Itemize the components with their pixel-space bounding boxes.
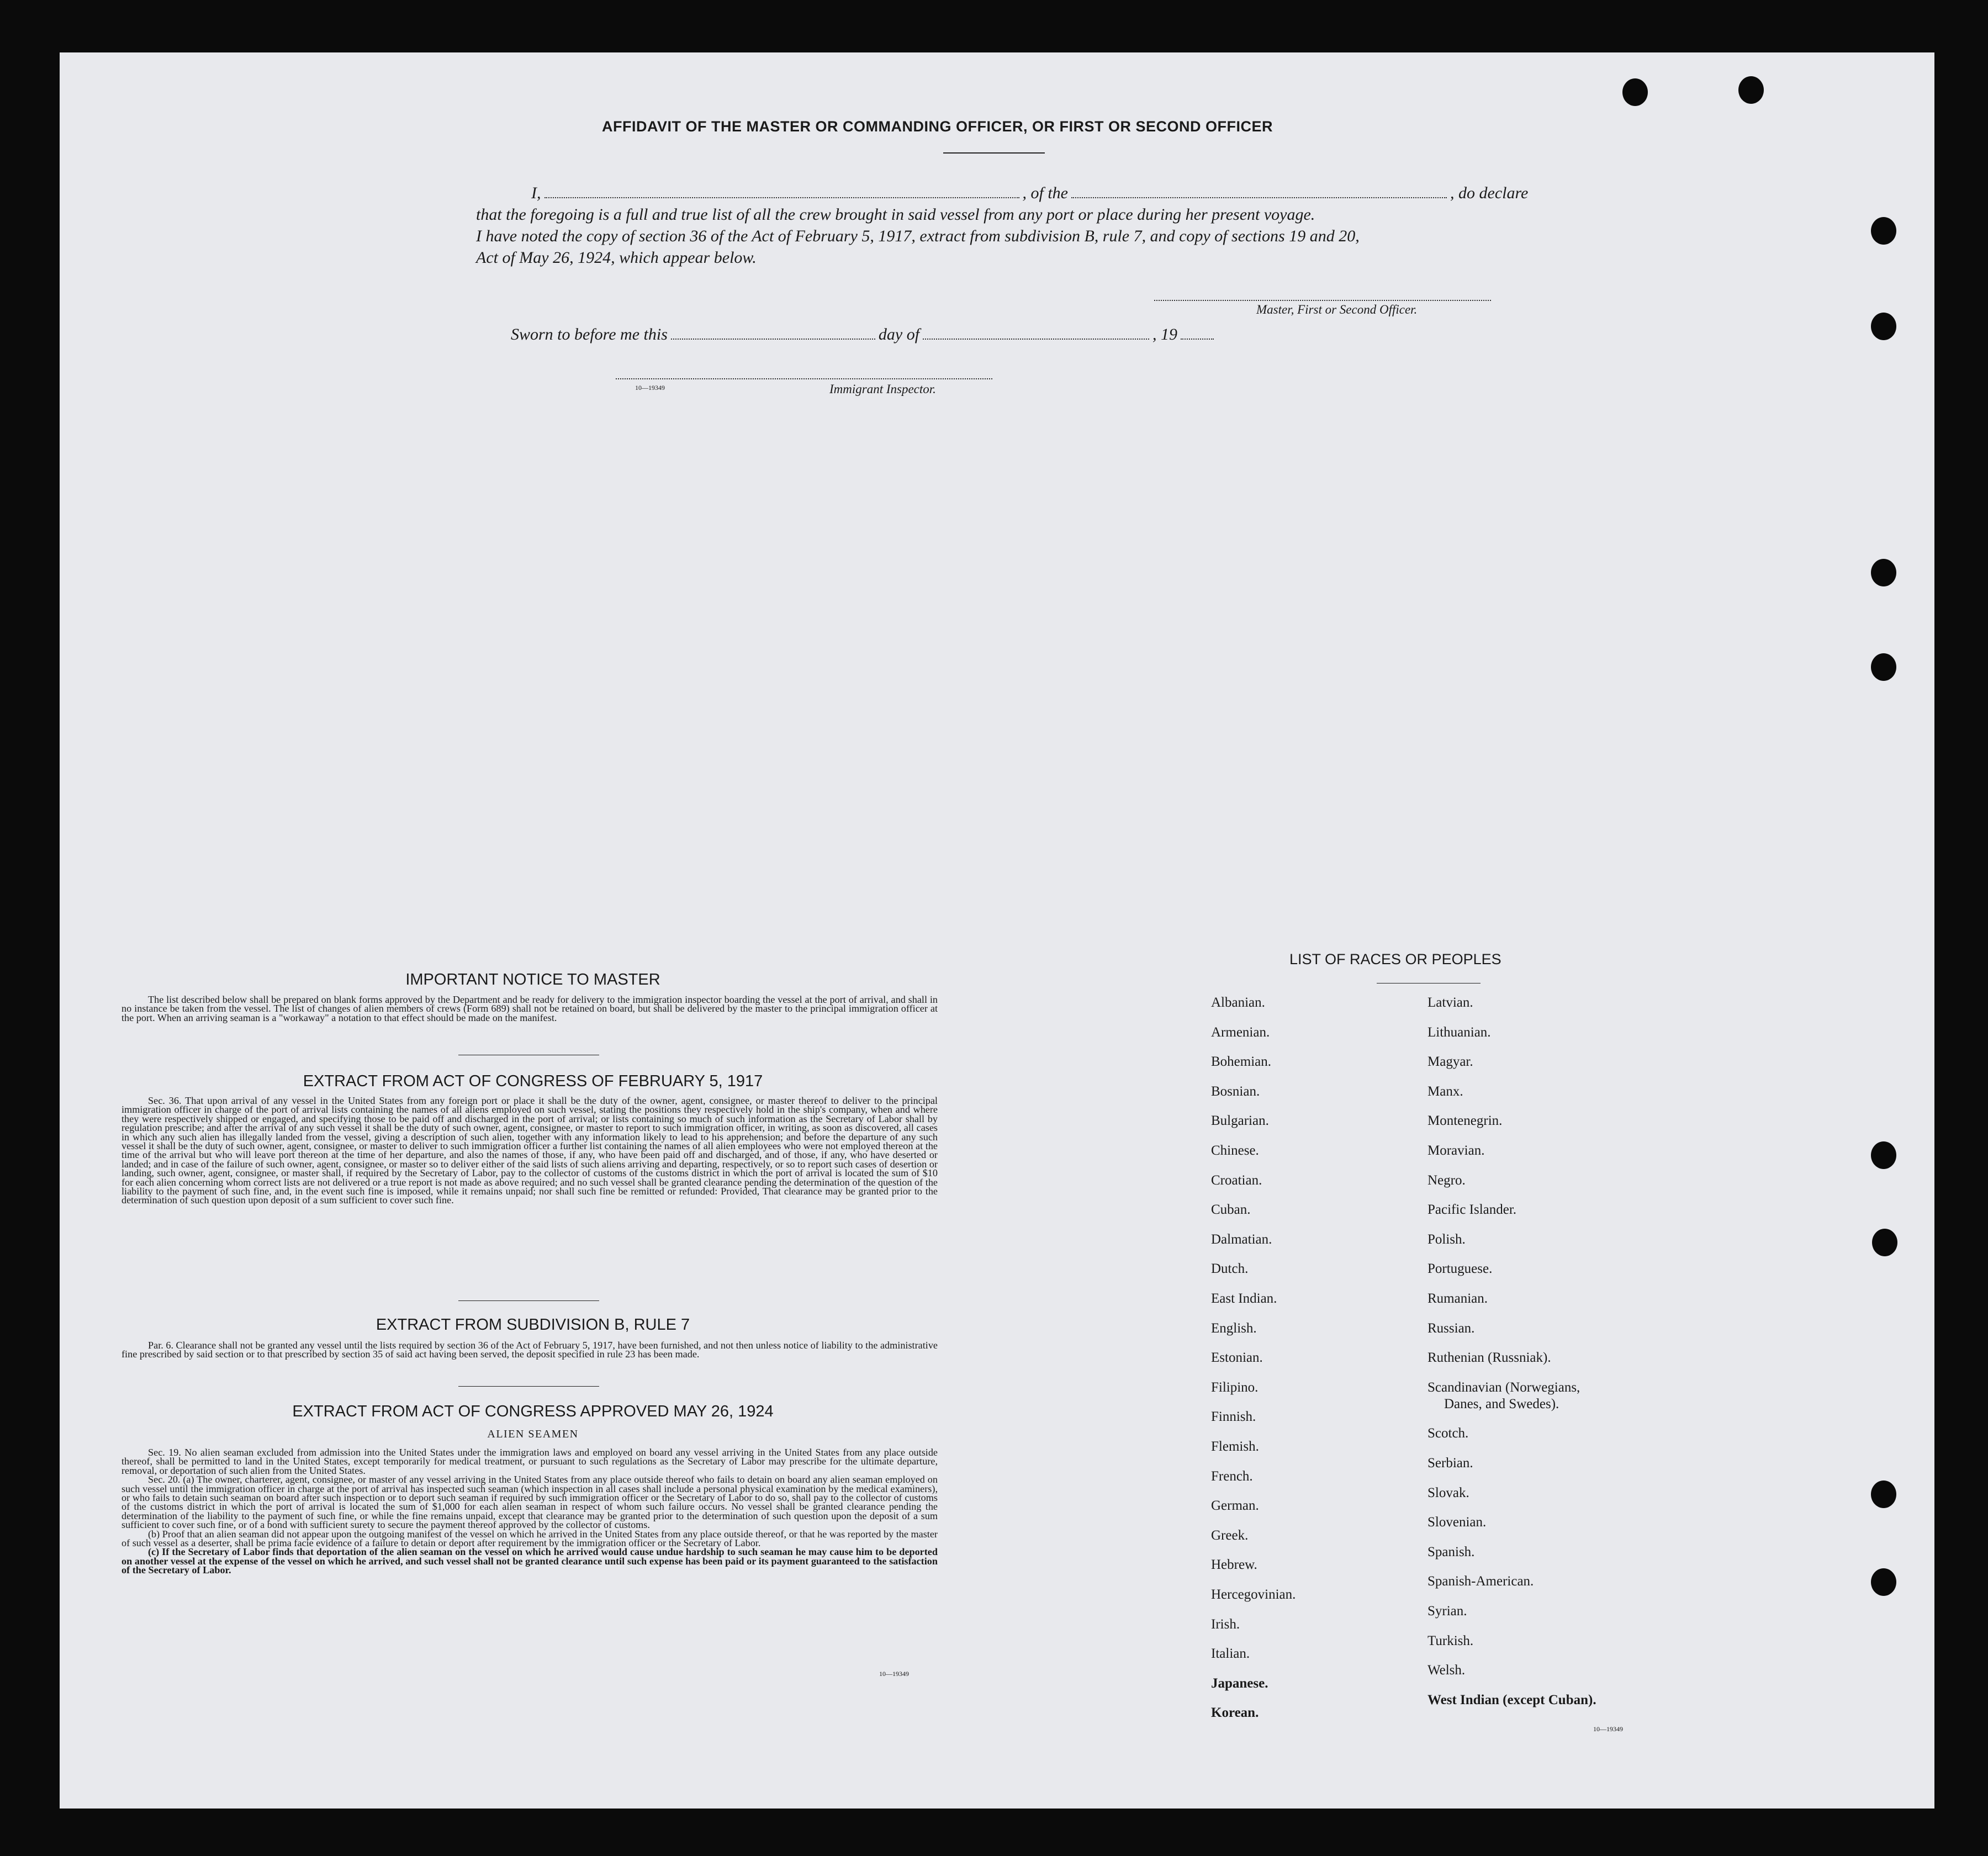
punch-hole xyxy=(1738,76,1764,104)
races-title: LIST OF RACES OR PEOPLES xyxy=(1289,951,1501,967)
affidavit-form-number: 10—19349 xyxy=(635,384,665,392)
affidavit-of-the: , of the xyxy=(1022,184,1068,202)
title-divider xyxy=(943,152,1045,154)
sworn-day-blank[interactable] xyxy=(671,338,875,340)
race-item: Dutch. xyxy=(1211,1261,1249,1277)
punch-hole xyxy=(1871,559,1896,586)
race-item: Negro. xyxy=(1427,1172,1466,1188)
race-item: Danes, and Swedes). xyxy=(1444,1396,1559,1411)
name-blank[interactable] xyxy=(544,197,1019,198)
sworn-year-blank[interactable] xyxy=(1181,338,1214,340)
race-item: Chinese. xyxy=(1211,1143,1259,1158)
officer-signature-caption: Master, First or Second Officer. xyxy=(1256,303,1418,316)
race-item: Scotch. xyxy=(1427,1426,1469,1441)
sworn-year: , 19 xyxy=(1152,325,1178,343)
extract-1924-sec20c: (c) If the Secretary of Labor finds that deportation of the alien seaman on the vessel on which he arrived would cause undue hardship to such seaman he may cause him to be deported on another vessel at the expense of the vessel on which he arrived, and such vessel shall not be granted clearance until such expense has been paid or its payment guaranteed to the satisfaction of the Secretary of Labor. xyxy=(121,1546,938,1576)
sworn-day-of: day of xyxy=(878,325,920,343)
race-item: Slovenian. xyxy=(1427,1515,1487,1530)
race-item: Greek. xyxy=(1211,1527,1249,1543)
race-item: Moravian. xyxy=(1427,1143,1485,1158)
affidavit-line-3: I have noted the copy of section 36 of the Act of February 5, 1917, extract from subdivision B, rule 7, and copy of sections 19 and 20, xyxy=(476,227,1360,245)
race-item: Bosnian. xyxy=(1211,1083,1260,1099)
officer-signature-line[interactable] xyxy=(1154,300,1491,301)
inspector-caption: Immigrant Inspector. xyxy=(829,382,936,396)
affidavit-do-declare: , do declare xyxy=(1450,184,1529,202)
race-item: Spanish. xyxy=(1427,1544,1475,1559)
extract-1924-text xyxy=(121,1448,938,1575)
race-item: Serbian. xyxy=(1427,1456,1473,1471)
extract-1924-subtitle: ALIEN SEAMEN xyxy=(487,1428,579,1440)
extract-1924-sec19: Sec. 19. No alien seaman excluded from admission into the United States under the immigration laws and employed on board any vessel arriving in the United States from any place outside thereof, shall be permitted to land in the United States, except temporarily for medical treatment, or pursuant to such regulations as the Secretary of Labor may prescribe for the ultimate departure, removal, or deportation of such alien from the United States. xyxy=(121,1447,938,1476)
race-item: Rumanian. xyxy=(1427,1291,1488,1306)
race-item: Armenian. xyxy=(1211,1024,1270,1040)
race-item: Magyar. xyxy=(1427,1054,1473,1070)
race-item: Flemish. xyxy=(1211,1439,1259,1454)
affidavit-body xyxy=(476,182,1529,268)
sworn-prefix: Sworn to before me this xyxy=(511,325,668,343)
race-item: Polish. xyxy=(1427,1231,1466,1247)
race-item: Finnish. xyxy=(1211,1409,1256,1425)
extract-1917-divider xyxy=(458,1300,599,1301)
extract-1917-title: EXTRACT FROM ACT OF CONGRESS OF FEBRUARY 5, 1917 xyxy=(303,1072,763,1090)
affidavit-line-2: that the foregoing is a full and true list of all the crew brought in said vessel from any port or place during her present voyage. xyxy=(476,205,1315,224)
race-item: Bohemian. xyxy=(1211,1054,1272,1070)
extract-1924-sec20b: (b) Proof that an alien seaman did not appear upon the outgoing manifest of the vessel on which he arrived in the United States from any place outside thereof, or that he was reported by the master of such vessel as a deserter, shall be prima facie evidence of a failure to detain or deport after requirement by the immigration officer or the Secretary of Labor. xyxy=(121,1528,938,1549)
affidavit-line-1 xyxy=(476,182,1529,204)
race-item: Dalmatian. xyxy=(1211,1231,1272,1247)
punch-hole xyxy=(1871,1141,1896,1169)
race-item: Spanish-American. xyxy=(1427,1574,1534,1589)
race-item: English. xyxy=(1211,1320,1257,1336)
race-item: Scandinavian (Norwegians, xyxy=(1427,1379,1580,1395)
extract-form-number: 10—19349 xyxy=(879,1670,909,1678)
extract-1924-title: EXTRACT FROM ACT OF CONGRESS APPROVED MAY 26, 1924 xyxy=(292,1403,774,1420)
notice-text: The list described below shall be prepared on blank forms approved by the Department and be ready for delivery to the immigration inspector boarding the vessel at the port of arrival, and shall in no instance be taken from the vessel. The list of changes of alien members of crews (Form 689) shall not be retained on board, but shall be delivered by the master to the principal immigration officer at the port. When an arriving seaman is a "workaway" a notation to that effect should be made on the manifest. xyxy=(121,994,938,1023)
race-item: West Indian (except Cuban). xyxy=(1427,1692,1596,1707)
extract-1924-sec20a: Sec. 20. (a) The owner, charterer, agent, consignee, or master of any vessel arriving in the United States from any place outside thereof who fails to detain on board any alien seaman employed on such vessel until the immigration officer in charge at the port of arrival has inspected such seaman (which inspection in all cases shall include a personal physical examination by the medical examiners), or who fails to detain such seaman on board after such inspection or to deport such seaman if required by such immigration officer or the Secretary of Labor to do so, shall pay to the collector of customs of the customs district in which the port of arrival is located the sum of $1,000 for each alien seaman in respect of whom such failure occurs. No vessel shall be granted clearance pending the determination of the liability to the payment of such fine, or while the fine remains unpaid, except that clearance may be granted prior to the determination of such question upon the deposit of a sum sufficient to cover such fine, or of a bond with sufficient surety to secure the payment thereof approved by the collector of customs. xyxy=(121,1474,938,1531)
race-item: Pacific Islander. xyxy=(1427,1202,1517,1218)
punch-hole xyxy=(1871,1480,1896,1508)
race-item: Cuban. xyxy=(1211,1202,1251,1218)
race-item: Welsh. xyxy=(1427,1663,1466,1678)
race-item: Slovak. xyxy=(1427,1485,1469,1500)
races-column-2 xyxy=(1427,995,1869,1730)
race-item: Russian. xyxy=(1427,1320,1475,1336)
extract-rule7-divider xyxy=(458,1386,599,1387)
punch-hole xyxy=(1872,1229,1897,1256)
race-item: East Indian. xyxy=(1211,1291,1277,1306)
vessel-blank[interactable] xyxy=(1071,197,1447,198)
race-item: Albanian. xyxy=(1211,995,1265,1010)
extract-1917-text: Sec. 36. That upon arrival of any vessel in the United States from any foreign port or place it shall be the duty of the owner, agent, consignee, or master thereof to deliver to the principal immigration officer in charge of the port of arrival lists containing the names of all aliens employed on such vessel, stating the positions they respectively hold in the ship's company, when and where they were respectively shipped or engaged, and specifying those to be paid off and discharged in the port of arrival; or lists containing so much of such information as the Secretary of Labor shall by regulation prescribe; and after the arrival of any such vessel it shall be the duty of such owner, agent, consignee, or master to report to such immigration officer, in writing, as soon as discovered, all cases in which any such alien has illegally landed from the vessel, giving a description of such alien, together with any information likely to lead to his apprehension; and before the departure of any such vessel it shall be the duty of such owner, agent, consignee, or master to deliver to such immigration officer a further list containing the names of all alien employees who were not employed thereon at the time of the arrival but who will leave port thereon at the time of her departure, and also the names of those, if any, who have been paid off and discharged, and of those, if any, who have deserted or landed; and in case of the failure of such owner, agent, consignee, or master so to deliver either of the said lists of such aliens arriving and departing, respectively, or so to report such cases of desertion or landing, such owner, agent, consignee, or master shall, if required by the Secretary of Labor, pay to the collector of customs of the customs district in which the port of arrival is located the sum of $10 for each alien concerning whom correct lists are not delivered or a true report is not made as above required; and no such vessel shall be granted clearance pending the determination of the question of the liability to the payment of such fine, and, in the event such fine is imposed, while it remains unpaid; nor shall such fine be remitted or refunded: Provided, That clearance may be granted prior to the determination of such question upon deposit of a sum sufficient to cover such fine. xyxy=(121,1095,938,1206)
affidavit-i: I, xyxy=(531,184,541,202)
race-item: Croatian. xyxy=(1211,1172,1262,1188)
race-item: Estonian. xyxy=(1211,1350,1263,1366)
affidavit-line-4: Act of May 26, 1924, which appear below. xyxy=(476,248,757,267)
punch-hole xyxy=(1871,653,1896,681)
race-item: Japanese. xyxy=(1211,1675,1268,1691)
sworn-line xyxy=(511,324,1549,345)
extract-rule7-title: EXTRACT FROM SUBDIVISION B, RULE 7 xyxy=(376,1316,690,1334)
race-item: Turkish. xyxy=(1427,1633,1474,1648)
race-item: Portuguese. xyxy=(1427,1261,1493,1277)
race-item: Latvian. xyxy=(1427,995,1473,1010)
race-item: Hebrew. xyxy=(1211,1557,1257,1573)
extract-rule7-text: Par. 6. Clearance shall not be granted any vessel until the lists required by section 36 of the Act of February 5, 1917, have been furnished, and not then unless notice of liability to the administrative fine prescribed by said section or to that prescribed by section 35 of said act having been served, the deposit specified in rule 23 has been made. xyxy=(121,1340,938,1360)
race-item: Montenegrin. xyxy=(1427,1113,1503,1129)
sworn-month-blank[interactable] xyxy=(923,338,1149,340)
races-form-number: 10—19349 xyxy=(1593,1725,1623,1733)
punch-hole xyxy=(1871,217,1896,245)
race-item: Irish. xyxy=(1211,1616,1240,1632)
race-item: Korean. xyxy=(1211,1705,1259,1721)
notice-title: IMPORTANT NOTICE TO MASTER xyxy=(405,971,660,988)
race-item: Syrian. xyxy=(1427,1604,1467,1619)
race-item: Ruthenian (Russniak). xyxy=(1427,1350,1551,1366)
punch-hole xyxy=(1871,1568,1896,1596)
punch-hole xyxy=(1871,313,1896,340)
race-item: Lithuanian. xyxy=(1427,1024,1491,1040)
race-item: German. xyxy=(1211,1498,1259,1514)
affidavit-title: AFFIDAVIT OF THE MASTER OR COMMANDING OFFICER, OR FIRST OR SECOND OFFICER xyxy=(602,118,1273,135)
race-item: Hercegovinian. xyxy=(1211,1587,1296,1602)
race-item: Italian. xyxy=(1211,1646,1250,1662)
punch-hole xyxy=(1622,78,1648,106)
race-item: French. xyxy=(1211,1468,1253,1484)
inspector-signature-line[interactable] xyxy=(616,378,992,379)
race-item: Bulgarian. xyxy=(1211,1113,1269,1129)
race-item: Filipino. xyxy=(1211,1379,1259,1395)
race-item: Manx. xyxy=(1427,1083,1463,1099)
